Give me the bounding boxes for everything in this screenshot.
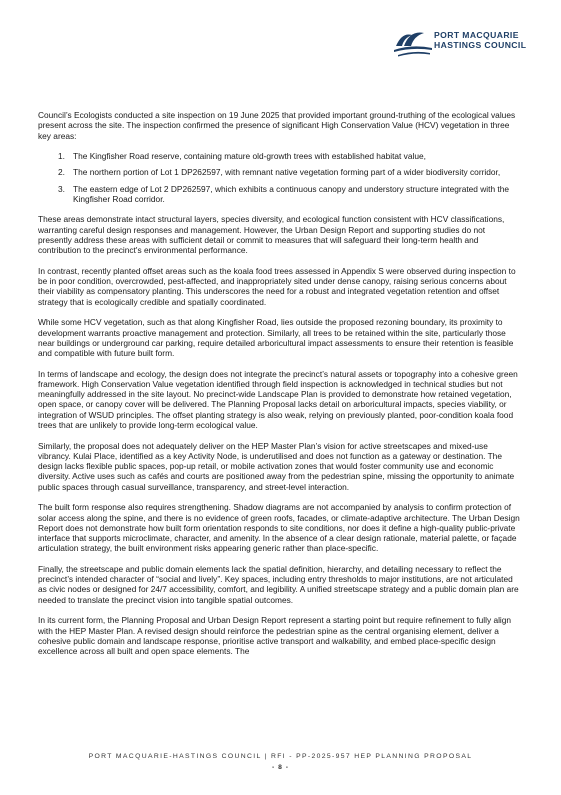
list-item: [38, 167, 520, 177]
list-item-text: The northern portion of Lot 1 DP262597, with remnant native vegetation forming part of a wider biodiversity corridor,: [73, 167, 501, 178]
list-number: 3.: [58, 183, 65, 194]
paragraph-offset-areas: In contrast, recently planted offset areas such as the koala food trees assessed in Appendix S were observed during inspection to be in poor condition, overcrowded, pest-affected, and inappropriately sited under dense canopy, raising serious concerns about their viability as compensatory planting. This underscores the need for a robust and integrated vegetation retention and offset strategy that is ecologically credible and spatially coordinated.: [38, 265, 516, 307]
paragraph-conclusion: In its current form, the Planning Proposal and Urban Design Report represent a starting point but require refinement to fully align with the HEP Master Plan. A revised design should reinforce the pedestrian spine as the central organising element, deliver a cohesive public domain and landscape response, prioritise active transport and walkability, and embed place-specific design excellence across all built and open space elements. The: [38, 615, 512, 657]
document-body: [38, 110, 520, 667]
logo-line-1: PORT MACQUARIE: [434, 30, 519, 40]
paragraph-hcv-areas: These areas demonstrate intact structural layers, species diversity, and ecological function consistent with HCV classifications, warranting careful design responses and management. However, the Urban Design Report and supporting studies do not presently address these areas with sufficient detail or commit to measures that will safeguard their long-term health and contribution to the precinct's environmental performance.: [38, 214, 505, 256]
paragraph-kingfisher-road: While some HCV vegetation, such as that along Kingfisher Road, lies outside the proposed rezoning boundary, its proximity to development warrants proactive management and protection. Similarly, all trees to be retained within the site, particularly those near buildings or underground car parking, require detailed arboricultural impact assessments to ensure their retention is feasible and compatible with future built form.: [38, 317, 514, 359]
paragraph-built-form: The built form response also requires strengthening. Shadow diagrams are not accompanied by analysis to confirm protection of solar access along the spine, and there is no evidence of green roofs, facades, or climate-adaptive architecture. The Urban Design Report does not demonstrate how built form orientation responds to site conditions, nor does it define a high-quality public-private interface that supports microclimate, character, and amenity. In the absence of a clear design rationale, material palette, or façade articulation strategy, the built environment risks appearing generic rather than place-specific.: [38, 502, 520, 554]
logo-line-2: HASTINGS COUNCIL: [434, 40, 527, 50]
list-item-text: The eastern edge of Lot 2 DP262597, which exhibits a continuous canopy and understory structure integrated with the Kingfisher Road corridor.: [73, 183, 510, 204]
paragraph-landscape-ecology: In terms of landscape and ecology, the design does not integrate the precinct’s natural assets or topography into a cohesive green framework. High Conservation Value vegetation identified through field inspection is acknowledged in technical studies but not meaningfully addressed in the site layout. No precinct-wide Landscape Plan is provided to demonstrate how retained vegetation, open space, or canopy cover will be delivered. The Planning Proposal lacks detail on arboricultural impacts, species viability, or integration of WSUD principles. The offset planting strategy is also weak, relying on previously planted, poor-condition koala food trees that are unlikely to provide long-term ecological value.: [38, 368, 518, 431]
council-logo-icon: [390, 26, 434, 58]
footer-text: PORT MACQUARIE-HASTINGS COUNCIL | RFI - PP-2025-957 HEP PLANNING PROPOSAL: [88, 753, 473, 760]
paragraph-intro: Council’s Ecologists conducted a site inspection on 19 June 2025 that provided important ground-truthing of the ecological values present across the site. The inspection confirmed the presence of significant High Conservation Value (HCV) vegetation in three key areas:: [38, 110, 516, 141]
list-item: [38, 151, 520, 161]
council-logo-text: [434, 30, 526, 50]
list-item: [38, 184, 520, 205]
hcv-areas-list: [38, 151, 520, 204]
page-number: - 8 -: [271, 764, 290, 771]
list-number: 1.: [58, 151, 65, 162]
list-number: 2.: [58, 167, 65, 178]
paragraph-streetscape: Finally, the streetscape and public domain elements lack the spatial definition, hierarchy, and detailing necessary to reflect the precinct’s intended character of “social and lively”. Key spaces, including entry thresholds to major institutions, are not articulated as civic nodes or designed for 24/7 accessibility, comfort, and legibility. A unified streetscape strategy and a public domain plan are needed to translate the precinct vision into tangible spatial outcomes.: [38, 563, 519, 605]
council-logo: [390, 24, 530, 60]
list-item-text: The Kingfisher Road reserve, containing mature old-growth trees with established habitat value,: [73, 151, 426, 162]
paragraph-activation: Similarly, the proposal does not adequately deliver on the HEP Master Plan’s vision for active streetscapes and mixed-use vibrancy. Kulai Place, identified as a key Activity Node, is underutilised and does not function as a gateway or destination. The design lacks flexible public spaces, pop-up retail, or mobile activation zones that would foster community use and economic diversity. Active uses such as cafés and courts are positioned away from the pedestrian spine, missing the opportunity to animate public spaces through casual surveillance, transparency, and street-level interaction.: [38, 440, 515, 492]
page-footer: [0, 752, 561, 772]
